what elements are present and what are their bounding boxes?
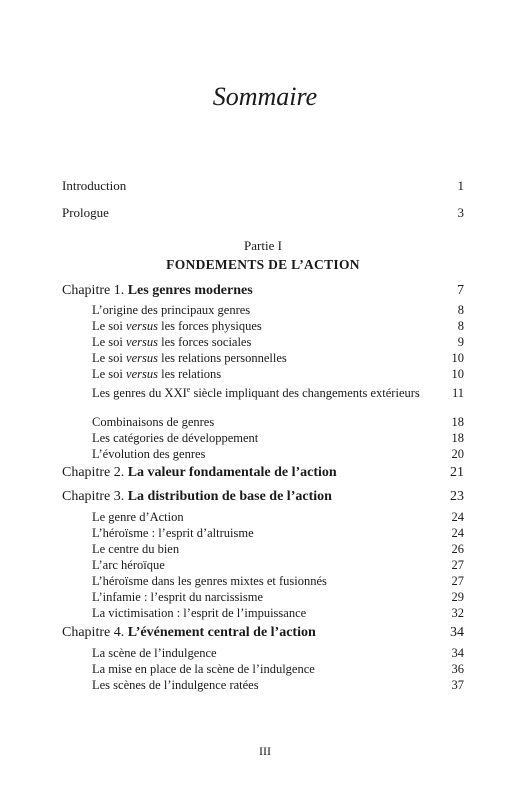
toc-section-label: L’héroïsme : l’esprit d’altruisme [92,526,254,540]
toc-page-number: 10 [451,367,464,381]
toc-section-entry[interactable] [62,414,464,430]
toc-section-entry[interactable] [62,350,464,366]
toc-section-entry[interactable] [62,605,464,621]
toc-page-number: 34 [451,646,464,660]
toc-page-number: 18 [451,431,464,445]
toc-section-entry[interactable] [62,382,464,401]
toc-chapter-1[interactable] [62,283,464,299]
toc-page-number: 32 [451,606,464,620]
chapter-title: Les genres modernes [127,283,253,298]
toc-page-number: 8 [457,319,464,333]
chapter-prefix: Chapitre 3. [62,489,125,504]
toc-section-label: Le soi versus les forces sociales [92,335,252,349]
toc-section-entry[interactable] [62,525,464,541]
toc-page-number: 3 [457,205,464,220]
toc-page-number: 1 [457,178,464,193]
chapter-title: L’événement central de l’action [127,625,316,640]
toc-section-entry[interactable] [62,661,464,677]
toc-page-number: 8 [457,303,464,317]
toc-page-number: 34 [450,625,464,640]
toc-section-label: Les scènes de l’indulgence ratées [92,678,259,692]
toc-section-label: Le soi versus les relations personnelles [92,351,287,365]
toc-page-number: 9 [457,335,464,349]
toc-section-entry[interactable] [62,573,464,589]
toc-page-number: 37 [451,678,464,692]
toc-section-label: La victimisation : l’esprit de l’impuissance [92,606,307,620]
toc-section-label: L’infamie : l’esprit du narcissisme [92,590,264,604]
toc-section-label: Les catégories de développement [92,431,259,445]
toc-section-entry[interactable] [62,366,464,382]
chapter-title: La distribution de base de l’action [127,489,332,504]
toc-page-number: 7 [457,283,464,298]
toc-section-entry[interactable] [62,446,464,462]
toc-page-number: 23 [450,489,464,504]
toc-page-number: 24 [451,510,464,524]
toc-page-number: 20 [451,447,464,461]
toc-entry-label: Prologue [62,205,109,220]
toc-section-label: L’héroïsme dans les genres mixtes et fusionnés [92,574,327,588]
toc-section-label: Le soi versus les forces physiques [92,319,262,333]
toc-section-label: Le soi versus les relations [92,367,222,381]
chapter-prefix: Chapitre 2. [62,465,125,480]
toc-page-number: 24 [451,526,464,540]
toc-chapter-3[interactable] [62,489,464,505]
toc-section-label: L’évolution des genres [92,447,206,461]
toc-page-number: 27 [451,558,464,572]
toc-section-label: Le centre du bien [92,542,180,556]
toc-chapter-4[interactable] [62,625,464,641]
toc-section-entry[interactable] [62,302,464,318]
toc-page-number: 26 [451,542,464,556]
toc-section-entry[interactable] [62,541,464,557]
toc-chapter-2[interactable] [62,465,464,481]
toc-entry-introduction[interactable] [62,178,464,194]
toc-page-number: 18 [451,415,464,429]
toc-page-number: 29 [451,590,464,604]
toc-section-entry[interactable] [62,677,464,693]
toc-section-label: L’origine des principaux genres [92,303,251,317]
toc-section-label: L’arc héroïque [92,558,165,572]
part-label: Partie I [244,238,282,253]
toc-section-label: La scène de l’indulgence [92,646,217,660]
table-of-contents [62,0,464,800]
toc-entry-prologue[interactable] [62,205,464,221]
toc-section-entry[interactable] [62,318,464,334]
toc-section-entry[interactable] [62,509,464,525]
toc-page-number: 21 [450,465,464,480]
toc-page-number: 36 [451,662,464,676]
toc-section-label: Combinaisons de genres [92,415,215,429]
toc-page-number: 10 [451,351,464,365]
page-footer-numeral: III [259,744,271,758]
toc-section-entry[interactable] [62,557,464,573]
toc-section-label: Le genre d’Action [92,510,184,524]
toc-page-number: 11 [451,386,464,401]
toc-page-number: 27 [451,574,464,588]
toc-section-label: La mise en place de la scène de l’indulgence [92,662,315,676]
page-title: Sommaire [212,82,318,111]
part-title: FONDEMENTS DE L’ACTION [166,257,360,272]
chapter-prefix: Chapitre 1. [62,283,125,298]
chapter-prefix: Chapitre 4. [62,625,125,640]
toc-entry-label: Introduction [62,178,127,193]
toc-section-label: Les genres du XXIe siècle impliquant des changements extérieurs [92,385,420,401]
chapter-title: La valeur fondamentale de l’action [127,465,337,480]
toc-section-entry[interactable] [62,645,464,661]
toc-section-entry[interactable] [62,334,464,350]
toc-section-entry[interactable] [62,430,464,446]
toc-section-entry[interactable] [62,589,464,605]
